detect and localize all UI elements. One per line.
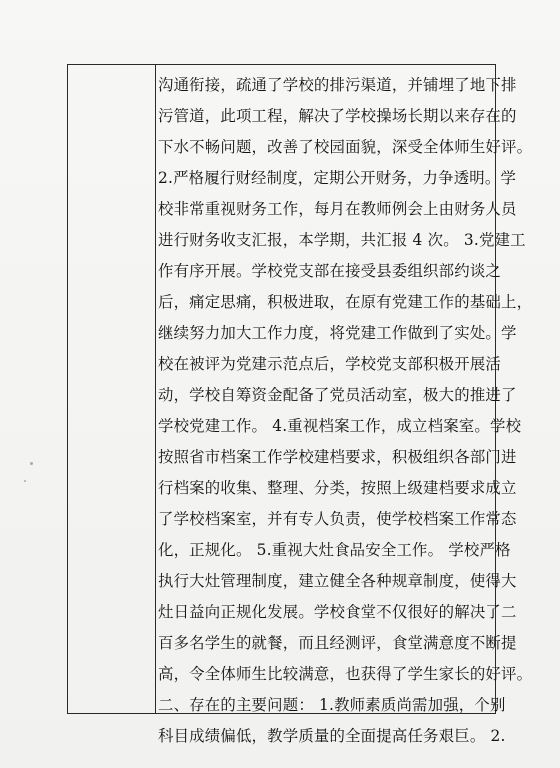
text-line-12: 学校党建工作。 4.重视档案工作，成立档案室。学校 (158, 417, 522, 435)
text-line-11: 动，学校自筹资金配备了党员活动室，极大的推进了 (158, 386, 517, 404)
text-line-22: 科目成绩偏低，教学质量的全面提高任务艰巨。 2. (158, 727, 506, 745)
text-line-10: 校在被评为党建示范点后，学校党支部积极开展活 (158, 355, 501, 373)
text-line-7: 作有序开展。学校党支部在接受县委组织部约谈之 (158, 262, 501, 280)
scan-speck (24, 480, 26, 482)
text-line-15: 了学校档案室，并有专人负责，使学校档案工作常态 (158, 510, 517, 528)
column-divider (155, 64, 156, 714)
text-line-5: 校非常重视财务工作，每月在教师例会上由财务人员 (158, 200, 517, 218)
text-line-14: 行档案的收集、整理、分类，按照上级建档要求成立 (158, 479, 517, 497)
text-line-4: 2.严格履行财经制度，定期公开财务，力争透明。学 (158, 169, 517, 187)
text-line-16: 化，正规化。 5.重视大灶食品安全工作。 学校严格 (158, 541, 511, 559)
report-text-cell (158, 70, 533, 752)
text-line-8: 后，痛定思痛，积极进取，在原有党建工作的基础上， (158, 293, 533, 311)
text-line-2: 污管道，此项工程，解决了学校操场长期以来存在的 (158, 107, 517, 125)
scan-speck (30, 462, 33, 465)
text-line-6: 进行财务收支汇报，本学期，共汇报 4 次。 3.党建工 (158, 231, 526, 249)
text-line-21: 二、存在的主要问题： 1.教师素质尚需加强，个别 (158, 696, 506, 714)
text-line-3: 下水不畅问题，改善了校园面貌，深受全体师生好评。 (158, 138, 533, 156)
text-line-18: 灶日益向正规化发展。学校食堂不仅很好的解决了二 (158, 603, 517, 621)
text-line-17: 执行大灶管理制度，建立健全各种规章制度，使得大 (158, 572, 517, 590)
text-line-9: 继续努力加大工作力度，将党建工作做到了实处。学 (158, 324, 517, 342)
text-line-1: 沟通衔接，疏通了学校的排污渠道，并铺埋了地下排 (158, 76, 517, 94)
text-line-13: 按照省市档案工作学校建档要求，积极组织各部门进 (158, 448, 517, 466)
text-line-20: 高，令全体师生比较满意，也获得了学生家长的好评。 (158, 665, 533, 683)
text-line-19: 百多名学生的就餐，而且经测评，食堂满意度不断提 (158, 634, 517, 652)
